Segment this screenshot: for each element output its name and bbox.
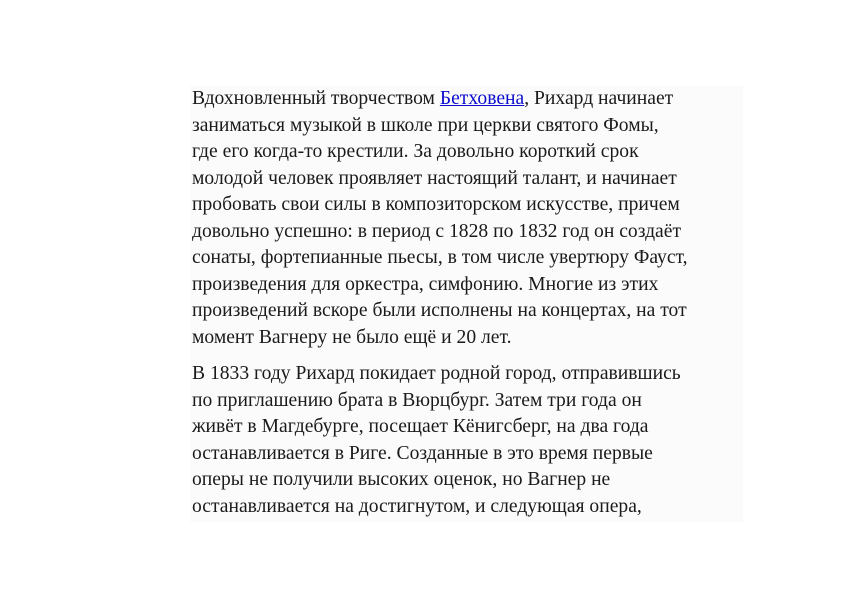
- beethoven-link[interactable]: Бетховена: [439, 88, 525, 109]
- text-run: , Рихард начинает: [524, 88, 674, 109]
- text-line: заниматься музыкой в школе при церкви святого Фомы,: [192, 114, 659, 136]
- paragraph-2: [192, 361, 743, 520]
- text-line: произведения для оркестра, симфонию. Многие из этих: [192, 273, 659, 295]
- text-line: оперы не получили высоких оценок, но Вагнер не: [192, 469, 611, 490]
- text-line: по приглашению брата в Вюрцбург. Затем три года он: [192, 389, 642, 411]
- text-run: Вдохновленный творчеством: [192, 88, 440, 109]
- text-line: останавливается в Риге. Созданные в это время первые: [192, 442, 653, 464]
- text-line: сонаты, фортепианные пьесы, в том числе увертюру Фауст,: [192, 247, 688, 268]
- paragraph-1: [192, 86, 743, 351]
- text-line: произведений вскоре были исполнены на концертах, на тот: [192, 300, 687, 321]
- text-line: пробовать свои силы в композиторском искусстве, причем: [192, 194, 680, 215]
- text-line: останавливается на достигнутом, и следующая опера,: [192, 495, 642, 517]
- text-line: довольно успешно: в период с 1828 по 1832 год он создаёт: [192, 220, 682, 242]
- text-line: молодой человек проявляет настоящий талант, и начинает: [192, 167, 677, 189]
- text-line: живёт в Магдебурге, посещает Кёнигсберг, на два года: [192, 416, 649, 437]
- document-text-block: [190, 86, 743, 522]
- text-line: момент Вагнеру не было ещё и 20 лет.: [192, 326, 512, 348]
- text-line: где его когда-то крестили. За довольно короткий срок: [192, 141, 639, 162]
- paragraph-1-line-1: [192, 86, 743, 113]
- text-line: В 1833 году Рихард покидает родной город, отправившись: [192, 363, 681, 384]
